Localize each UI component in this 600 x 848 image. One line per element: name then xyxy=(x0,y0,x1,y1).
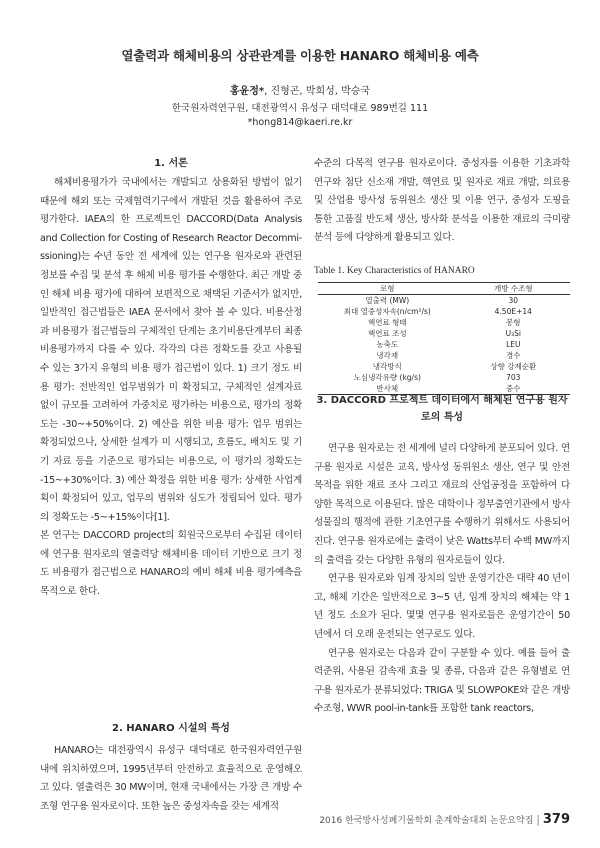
hanaro-paragraph-1: HANARO는 대전광역시 유성구 대덕대로 한국원자력연구원내에 위치하였으며, 1995년부터 안전하고 효율적으로 운영해오고 있다. 열출력은 30 MW이며, 현재 국내에서는 가장 큰 개방 수조형 연구용 원자로이다. 또한 높은 중성자속을 갖는 세계적 xyxy=(40,745,302,812)
page-number: 379 xyxy=(542,812,570,827)
table-header-row xyxy=(318,283,570,295)
table-cell: 30 xyxy=(508,296,519,305)
intro-paragraph-1: 해체비용평가가 국내에서는 개발되고 상용화된 방법이 없기 때문에 해외 또는 국제협력기구에서 개발된 것을 활용하여 주로 평가한다. IAEA의 한 프로젝트인 DACCORD(Data Analysis and Collection for Costing of Research Reactor Decommi-ssioning)는 수년 동안 전 세계에 있는 연구용 원자로와 관련된 정보를 수집 및 분석 후 해체 비용 평가를 수행한다. 최근 개발 중인 해체 비용 평가에 대하여 보편적으로 채택된 기준서가 없지만, 일반적인 접근법들은 IAEA 문서에서 찾아 볼 수 있다. 비용산정과 비용평가 접근법들의 구체적인 단계는 초기비용단계부터 최종비용평가까지 다를 수 있다. 각각의 다른 정확도를 갖고 사용될 수 있는 3가지 유형의 비용 평가 접근법이 있다. 1) 크기 정도 비용 평가: 전반적인 업무범위가 미 확정되고, 구체적인 설계자료 없이 규모를 고려하여 가중치로 평가하는 비용으로, 평가의 정확도는 -30~+50%이다. 2) 예산을 위한 비용 평가: 업무 범위는 확정되었으나, 상세한 설계가 미 시행되고, 흐름도, 배치도 및 기기 자료 등을 기준으로 평가되는 비용으로, 이 평가의 정확도는 -15~+30%이다. 3) 예산 확정을 위한 비용 평가: 상세한 사업계획이 확정되어 있고, 업무의 범위와 심도가 정립되어 있다. 평가의 정확도는 -5~+15%이다[1]. xyxy=(40,177,302,523)
table-cell: 봉형 xyxy=(506,318,521,327)
table-cell: 703 xyxy=(506,373,521,382)
table-cell: 4.50E+14 xyxy=(494,307,532,316)
daccord-paragraph-1: 연구용 원자로는 전 세계에 널리 다양하게 분포되어 있다. 연구용 원자로 시설은 교육, 방사성 동위원소 생산, 연구 및 안전목적을 위한 재료 조사 그리고 재료의 산업공정을 포함하여 다양한 목적으로 이용된다. 많은 대학이나 정부출연기관에서 방사성물질의 행적에 관한 기초연구를 수행하기 위해서도 사용되어진다. 연구용 원자로에는 출력이 낮은 Watts부터 수백 MW까지의 출력을 갖는 다양한 유형의 원자로들이 있다. xyxy=(314,443,570,566)
left-column-body xyxy=(40,174,302,602)
table-cell: 핵연료 형태 xyxy=(367,318,407,327)
hanaro-body xyxy=(40,742,302,816)
table-row xyxy=(318,339,570,350)
table-cell: 최대 열중성자속(n/cm²/s) xyxy=(343,307,431,316)
corresponding-mark: * xyxy=(258,86,265,97)
right-column-body xyxy=(314,155,570,248)
section-heading-hanaro: 2. HANARO 시설의 특성 xyxy=(112,723,230,734)
lead-author: 홍윤정 xyxy=(229,86,259,97)
section-heading-daccord: 3. DACCORD 프로젝트 데이터에서 해체된 연구용 원자로의 특성 xyxy=(316,395,568,423)
table-header-cell: 개방 수조형 xyxy=(493,284,533,293)
table-row xyxy=(318,317,570,328)
table-cell: 열출력 (MW) xyxy=(365,296,410,305)
conference-name: 2016 한국방사성폐기물학회 춘계학술대회 논문요약집 xyxy=(319,816,534,826)
table-row xyxy=(318,328,570,339)
co-authors: , 진형곤, 박희성, 박승국 xyxy=(264,86,371,97)
table-row xyxy=(318,350,570,361)
table-cell: 핵연료 조성 xyxy=(367,329,407,338)
table-cell: 중수 xyxy=(506,384,521,393)
table-cell: 냉각방식 xyxy=(372,362,402,371)
daccord-paragraph-2: 연구용 원자로와 임계 장치의 일반 운영기간은 대략 40 년이고, 해체 기간은 일반적으로 3~5 년, 임계 장치의 해체는 약 1 년 정도 소요가 된다. 몇몇 연구용 원자로들은 운영기간이 50 년에서 더 오래 운전되는 연구로도 있다. xyxy=(314,573,570,640)
contact-email: *hong814@kaeri.re.kr xyxy=(247,117,353,128)
table-row xyxy=(318,306,570,317)
paper-title: 열출력과 해체비용의 상관관계를 이용한 HANARO 해체비용 예측 xyxy=(121,48,479,63)
section-heading-introduction: 1. 서론 xyxy=(154,158,188,169)
table-caption: Table 1. Key Characteristics of HANARO xyxy=(314,266,475,276)
page-footer xyxy=(319,812,570,827)
table-cell: 냉각재 xyxy=(376,351,399,360)
affiliation: 한국원자력연구원, 대전광역시 유성구 대덕대로 989번길 111 xyxy=(171,103,429,114)
table-cell: 노심냉각유량 (kg/s) xyxy=(353,373,421,382)
table-cell: 경수 xyxy=(506,351,521,360)
table-row xyxy=(318,372,570,383)
table-cell: U₃Si xyxy=(505,329,521,338)
hanaro-paragraph-1-continued: 수준의 다목적 연구용 원자로이다. 중성자를 이용한 기초과학 연구와 첨단 신소재 개발, 핵연료 및 원자로 재료 개발, 의료용 및 산업용 방사성 동위원소 생산 및 이용 연구, 중성자 도핑을 통한 고품질 반도체 생산, 방사화 분석을 이용한 재료의 극미량 분석 등에 다양하게 활용되고 있다. xyxy=(314,158,570,244)
table-cell: 반사체 xyxy=(376,384,399,393)
intro-paragraph-2: 본 연구는 DACCORD project의 회원국으로부터 수집된 데이터에 연구용 원자로의 열출력당 해체비용 데이터 기반으로 크기 정도 비용평가 접근법으로 HANARO의 예비 해체 비용 평가예측을 목적으로 한다. xyxy=(40,530,302,598)
table-cell: LEU xyxy=(506,340,521,349)
footer-separator: | xyxy=(536,813,540,826)
table-cell: 농축도 xyxy=(376,340,399,349)
table-row xyxy=(318,295,570,307)
table-row xyxy=(318,361,570,372)
daccord-body xyxy=(314,440,570,719)
hanaro-characteristics-table xyxy=(318,282,570,395)
table-cell: 상향 강제순환 xyxy=(490,362,537,371)
daccord-paragraph-3: 연구용 원자로는 다음과 같이 구분할 수 있다. 예를 들어 출력준위, 사용된 감속재 효율 및 종류, 다음과 같은 유형별로 연구용 원자로가 분류되었다: TRIGA 및 SLOWPOKE와 같은 개방 수조형, WWR pool-in-tank를 포함한 tank reactors, xyxy=(314,647,570,715)
author-list xyxy=(0,82,600,97)
table-header-cell: 로형 xyxy=(380,284,395,293)
